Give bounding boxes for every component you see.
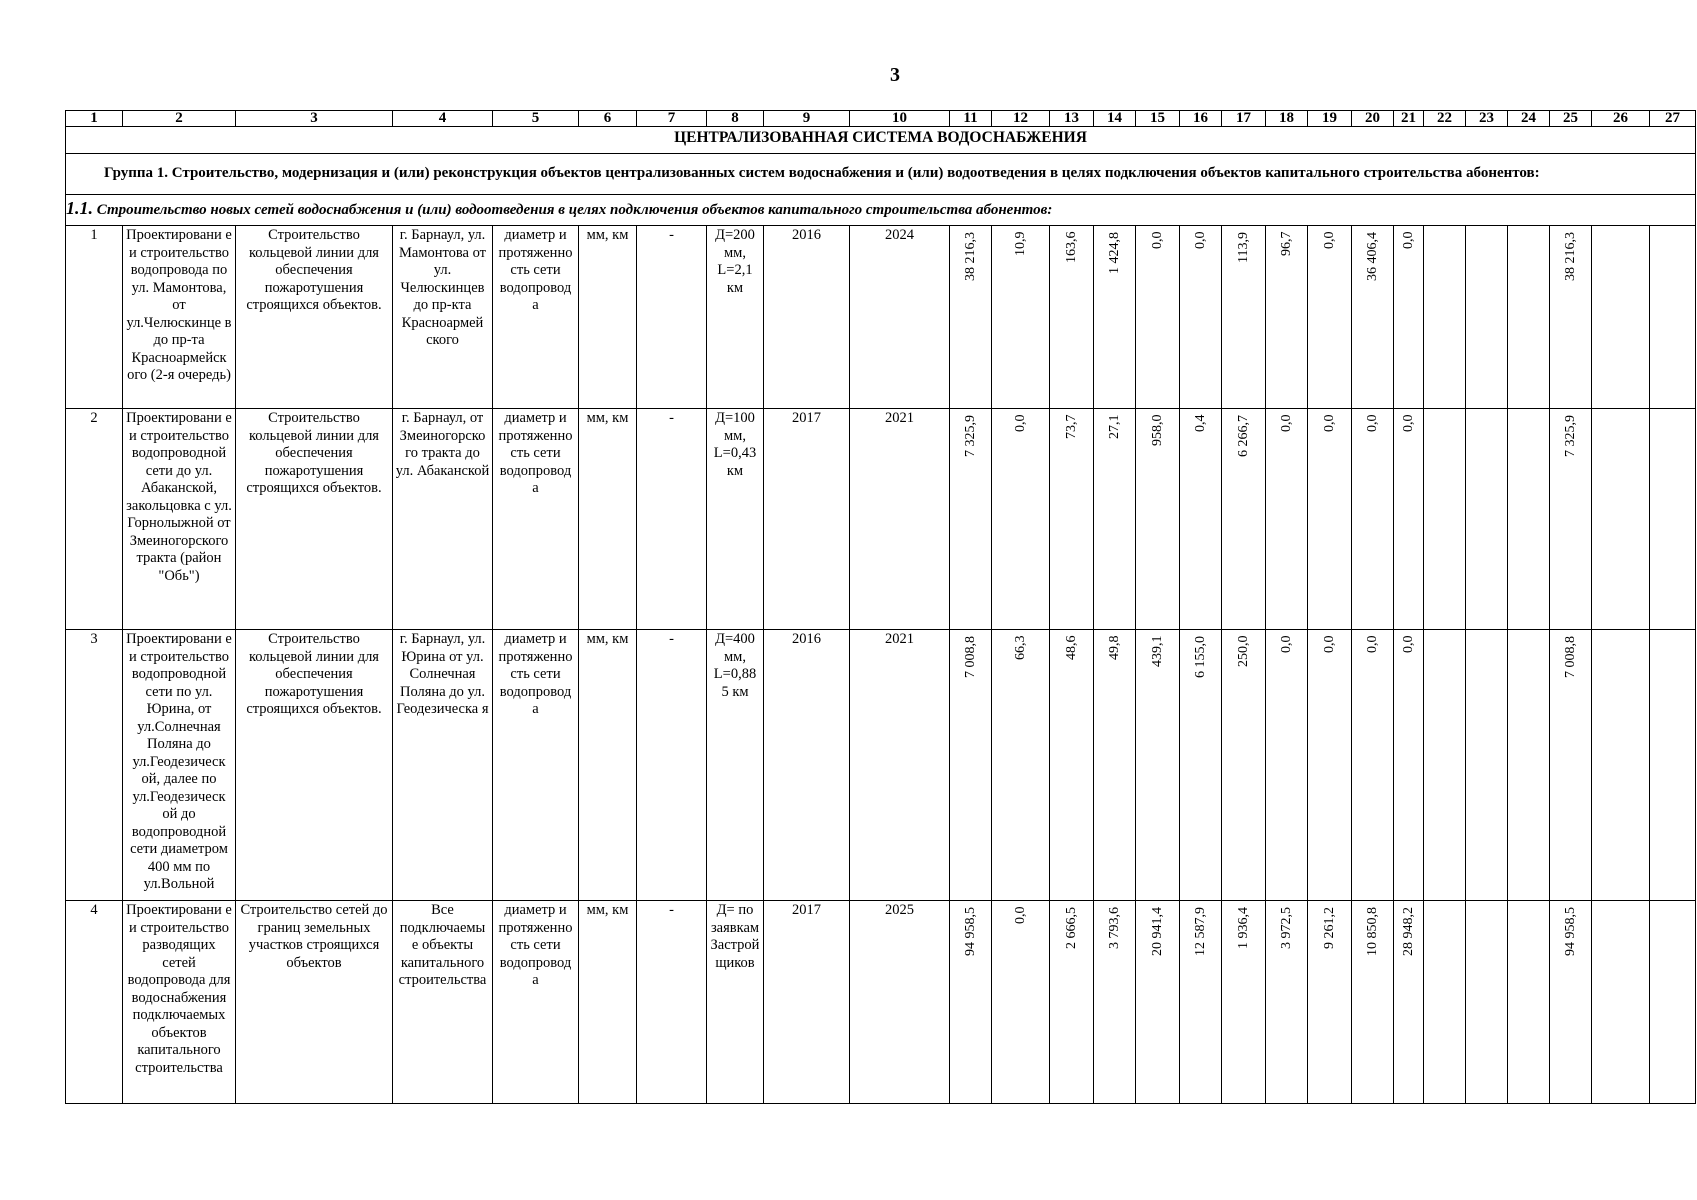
value-after: Д= по заявкам Застрой щиков — [707, 901, 764, 1104]
cost-cell — [1094, 630, 1136, 901]
project-purpose: Строительство кольцевой линии для обеспечения пожаротушения строящихся объектов. — [236, 226, 393, 409]
system-title-row — [66, 127, 1696, 154]
cost-value: 0,0 — [1192, 232, 1208, 250]
project-location: г. Барнаул, ул. Мамонтова от ул. Челюскинцев до пр-кта Красноармей ского — [393, 226, 493, 409]
cost-cell — [950, 226, 992, 409]
page-number: 3 — [890, 64, 900, 86]
column-number: 25 — [1550, 111, 1592, 127]
value-before: - — [637, 630, 707, 901]
cost-value: 0,0 — [1400, 232, 1416, 250]
column-number: 1 — [66, 111, 123, 127]
cost-cell — [1094, 901, 1136, 1104]
cost-cell — [1308, 409, 1352, 630]
cost-value: 113,9 — [1235, 232, 1251, 263]
cost-value: 163,6 — [1063, 232, 1079, 264]
cost-value: 0,0 — [1149, 232, 1165, 250]
cost-cell — [1050, 409, 1094, 630]
cost-cell — [1394, 226, 1424, 409]
cost-cell — [1466, 630, 1508, 901]
technical-parameter: диаметр и протяженно сть сети водопровод а — [493, 409, 579, 630]
cost-cell — [1466, 901, 1508, 1104]
cost-value: 0,0 — [1012, 415, 1028, 433]
row-number: 1 — [66, 226, 123, 409]
cost-value: 3 972,5 — [1278, 907, 1294, 949]
column-number: 21 — [1394, 111, 1424, 127]
column-number: 17 — [1222, 111, 1266, 127]
cost-value: 66,3 — [1012, 636, 1028, 661]
project-name: Проектировани е и строительство водопроводной сети по ул. Юрина, от ул.Солнечная Поляна до ул.Геодезическ ой, далее по ул.Геодезическ ой до водопроводной сети диаметром 400 мм по ул.Вольной — [123, 630, 236, 901]
cost-cell — [1222, 630, 1266, 901]
column-number: 19 — [1308, 111, 1352, 127]
cost-cell — [1266, 409, 1308, 630]
cost-cell — [992, 901, 1050, 1104]
cost-value: 958,0 — [1149, 415, 1165, 447]
column-number: 10 — [850, 111, 950, 127]
column-number: 15 — [1136, 111, 1180, 127]
value-after: Д=200 мм, L=2,1 км — [707, 226, 764, 409]
cost-value: 7 325,9 — [962, 415, 978, 457]
cost-cell — [1180, 409, 1222, 630]
table-row — [66, 226, 1696, 409]
value-before: - — [637, 226, 707, 409]
column-number: 18 — [1266, 111, 1308, 127]
unit-of-measure: мм, км — [579, 630, 637, 901]
cost-cell — [1180, 901, 1222, 1104]
table-row — [66, 630, 1696, 901]
cost-cell — [1424, 901, 1466, 1104]
group-title: Группа 1. Строительство, модернизация и (или) реконструкция объектов централизованных систем водоснабжения и (или) водоотведения в целях подключения объектов капитального строительства абонентов: — [66, 154, 1696, 195]
subgroup-title-row — [66, 195, 1696, 226]
cost-cell — [1352, 901, 1394, 1104]
cost-cell — [1650, 409, 1696, 630]
column-number: 22 — [1424, 111, 1466, 127]
cost-cell — [1592, 630, 1650, 901]
cost-cell — [1466, 409, 1508, 630]
cost-value: 94 958,5 — [1562, 907, 1578, 956]
cost-cell — [1136, 409, 1180, 630]
column-number: 3 — [236, 111, 393, 127]
cost-cell — [1394, 630, 1424, 901]
cost-value: 27,1 — [1106, 415, 1122, 440]
cost-cell — [992, 226, 1050, 409]
column-number: 24 — [1508, 111, 1550, 127]
cost-value: 0,0 — [1321, 232, 1337, 250]
cost-value: 0,0 — [1278, 415, 1294, 433]
cost-cell — [1508, 226, 1550, 409]
subgroup-title-cell — [66, 195, 1696, 226]
project-purpose: Строительство сетей до границ земельных участков строящихся объектов — [236, 901, 393, 1104]
cost-cell — [950, 409, 992, 630]
cost-value: 10,9 — [1012, 232, 1028, 257]
cost-cell — [1050, 226, 1094, 409]
cost-cell — [992, 409, 1050, 630]
cost-value: 96,7 — [1278, 232, 1294, 257]
cost-value: 28 948,2 — [1400, 907, 1416, 956]
project-name: Проектировани е и строительство водопровода по ул. Мамонтова, от ул.Челюскинце в до пр-та Красноармейск ого (2-я очередь) — [123, 226, 236, 409]
project-name: Проектировани е и строительство разводящих сетей водопровода для водоснабжения подключаемых объектов капитального строительства — [123, 901, 236, 1104]
cost-cell — [1308, 901, 1352, 1104]
column-number: 16 — [1180, 111, 1222, 127]
cost-value: 1 936,4 — [1235, 907, 1251, 949]
start-year: 2016 — [764, 630, 850, 901]
row-number: 3 — [66, 630, 123, 901]
cost-value: 0,4 — [1192, 415, 1208, 433]
cost-value: 73,7 — [1063, 415, 1079, 440]
cost-cell — [1180, 630, 1222, 901]
cost-value: 0,0 — [1321, 415, 1337, 433]
project-name: Проектировани е и строительство водопроводной сети до ул. Абаканской, закольцовка с ул. Горнолыжной от Змеиногорского тракта (район "Обь") — [123, 409, 236, 630]
cost-value: 439,1 — [1149, 636, 1165, 668]
cost-value: 250,0 — [1235, 636, 1251, 668]
project-location: г. Барнаул, от Змеиногорско го тракта до ул. Абаканской — [393, 409, 493, 630]
start-year: 2016 — [764, 226, 850, 409]
cost-value: 6 266,7 — [1235, 415, 1251, 457]
technical-parameter: диаметр и протяженно сть сети водопровод а — [493, 226, 579, 409]
cost-cell — [1222, 901, 1266, 1104]
cost-value: 3 793,6 — [1106, 907, 1122, 949]
cost-value: 38 216,3 — [1562, 232, 1578, 281]
cost-cell — [1352, 630, 1394, 901]
column-number: 14 — [1094, 111, 1136, 127]
cost-cell — [1650, 226, 1696, 409]
value-before: - — [637, 409, 707, 630]
cost-value: 94 958,5 — [962, 907, 978, 956]
cost-value: 48,6 — [1063, 636, 1079, 661]
cost-value: 36 406,4 — [1364, 232, 1380, 281]
column-number: 13 — [1050, 111, 1094, 127]
cost-cell — [1550, 630, 1592, 901]
column-number: 20 — [1352, 111, 1394, 127]
cost-cell — [1266, 630, 1308, 901]
cost-cell — [1394, 409, 1424, 630]
subgroup-number: 1.1. — [66, 198, 93, 219]
column-number: 26 — [1592, 111, 1650, 127]
cost-cell — [1424, 226, 1466, 409]
cost-cell — [1136, 901, 1180, 1104]
cost-cell — [1308, 630, 1352, 901]
subgroup-title: Строительство новых сетей водоснабжения и (или) водоотведения в целях подключения объектов капитального строительства абонентов: — [96, 202, 1053, 219]
cost-cell — [1508, 901, 1550, 1104]
cost-cell — [950, 901, 992, 1104]
project-purpose: Строительство кольцевой линии для обеспечения пожаротушения строящихся объектов. — [236, 630, 393, 901]
group-title-row — [66, 154, 1696, 195]
cost-cell — [1050, 630, 1094, 901]
column-number: 12 — [992, 111, 1050, 127]
technical-parameter: диаметр и протяженно сть сети водопровод а — [493, 901, 579, 1104]
value-after: Д=400 мм, L=0,88 5 км — [707, 630, 764, 901]
cost-value: 0,0 — [1400, 415, 1416, 433]
cost-value: 7 008,8 — [962, 636, 978, 678]
cost-cell — [1508, 409, 1550, 630]
unit-of-measure: мм, км — [579, 409, 637, 630]
cost-value: 0,0 — [1012, 907, 1028, 925]
cost-cell — [1266, 901, 1308, 1104]
column-number: 27 — [1650, 111, 1696, 127]
end-year: 2021 — [850, 409, 950, 630]
cost-value: 38 216,3 — [962, 232, 978, 281]
cost-value: 10 850,8 — [1364, 907, 1380, 956]
cost-value: 0,0 — [1278, 636, 1294, 654]
unit-of-measure: мм, км — [579, 901, 637, 1104]
cost-cell — [1308, 226, 1352, 409]
row-number: 4 — [66, 901, 123, 1104]
cost-value: 7 008,8 — [1562, 636, 1578, 678]
table-row — [66, 901, 1696, 1104]
column-number: 6 — [579, 111, 637, 127]
cost-value: 0,0 — [1364, 636, 1380, 654]
cost-cell — [1136, 630, 1180, 901]
column-number: 4 — [393, 111, 493, 127]
cost-value: 49,8 — [1106, 636, 1122, 661]
cost-cell — [992, 630, 1050, 901]
cost-value: 1 424,8 — [1106, 232, 1122, 274]
cost-cell — [1222, 409, 1266, 630]
cost-value: 9 261,2 — [1321, 907, 1337, 949]
column-number: 11 — [950, 111, 992, 127]
cost-cell — [1094, 226, 1136, 409]
cost-value: 20 941,4 — [1149, 907, 1165, 956]
cost-cell — [1424, 409, 1466, 630]
cost-cell — [1394, 901, 1424, 1104]
cost-cell — [1466, 226, 1508, 409]
cost-cell — [1180, 226, 1222, 409]
cost-value: 0,0 — [1364, 415, 1380, 433]
column-number: 7 — [637, 111, 707, 127]
end-year: 2021 — [850, 630, 950, 901]
column-number-row — [66, 111, 1696, 127]
system-title: ЦЕНТРАЛИЗОВАННАЯ СИСТЕМА ВОДОСНАБЖЕНИЯ — [66, 127, 1696, 154]
cost-cell — [1508, 630, 1550, 901]
cost-cell — [1550, 409, 1592, 630]
end-year: 2024 — [850, 226, 950, 409]
start-year: 2017 — [764, 901, 850, 1104]
project-purpose: Строительство кольцевой линии для обеспечения пожаротушения строящихся объектов. — [236, 409, 393, 630]
cost-value: 12 587,9 — [1192, 907, 1208, 956]
column-number: 2 — [123, 111, 236, 127]
cost-value: 6 155,0 — [1192, 636, 1208, 678]
row-number: 2 — [66, 409, 123, 630]
unit-of-measure: мм, км — [579, 226, 637, 409]
table-row — [66, 409, 1696, 630]
cost-cell — [950, 630, 992, 901]
cost-cell — [1424, 630, 1466, 901]
cost-cell — [1352, 409, 1394, 630]
cost-cell — [1136, 226, 1180, 409]
cost-cell — [1592, 901, 1650, 1104]
start-year: 2017 — [764, 409, 850, 630]
cost-cell — [1650, 630, 1696, 901]
technical-parameter: диаметр и протяженно сть сети водопровод а — [493, 630, 579, 901]
project-location: г. Барнаул, ул. Юрина от ул. Солнечная Поляна до ул. Геодезическа я — [393, 630, 493, 901]
cost-cell — [1650, 901, 1696, 1104]
cost-value: 0,0 — [1321, 636, 1337, 654]
investment-program-table — [65, 110, 1696, 1104]
project-location: Все подключаемы е объекты капитального строительства — [393, 901, 493, 1104]
column-number: 8 — [707, 111, 764, 127]
cost-cell — [1050, 901, 1094, 1104]
cost-value: 2 666,5 — [1063, 907, 1079, 949]
value-before: - — [637, 901, 707, 1104]
cost-cell — [1592, 409, 1650, 630]
column-number: 5 — [493, 111, 579, 127]
cost-cell — [1550, 901, 1592, 1104]
cost-cell — [1352, 226, 1394, 409]
column-number: 23 — [1466, 111, 1508, 127]
cost-cell — [1222, 226, 1266, 409]
cost-cell — [1094, 409, 1136, 630]
end-year: 2025 — [850, 901, 950, 1104]
cost-value: 7 325,9 — [1562, 415, 1578, 457]
cost-cell — [1550, 226, 1592, 409]
cost-cell — [1592, 226, 1650, 409]
column-number: 9 — [764, 111, 850, 127]
cost-cell — [1266, 226, 1308, 409]
cost-value: 0,0 — [1400, 636, 1416, 654]
value-after: Д=100 мм, L=0,43 км — [707, 409, 764, 630]
